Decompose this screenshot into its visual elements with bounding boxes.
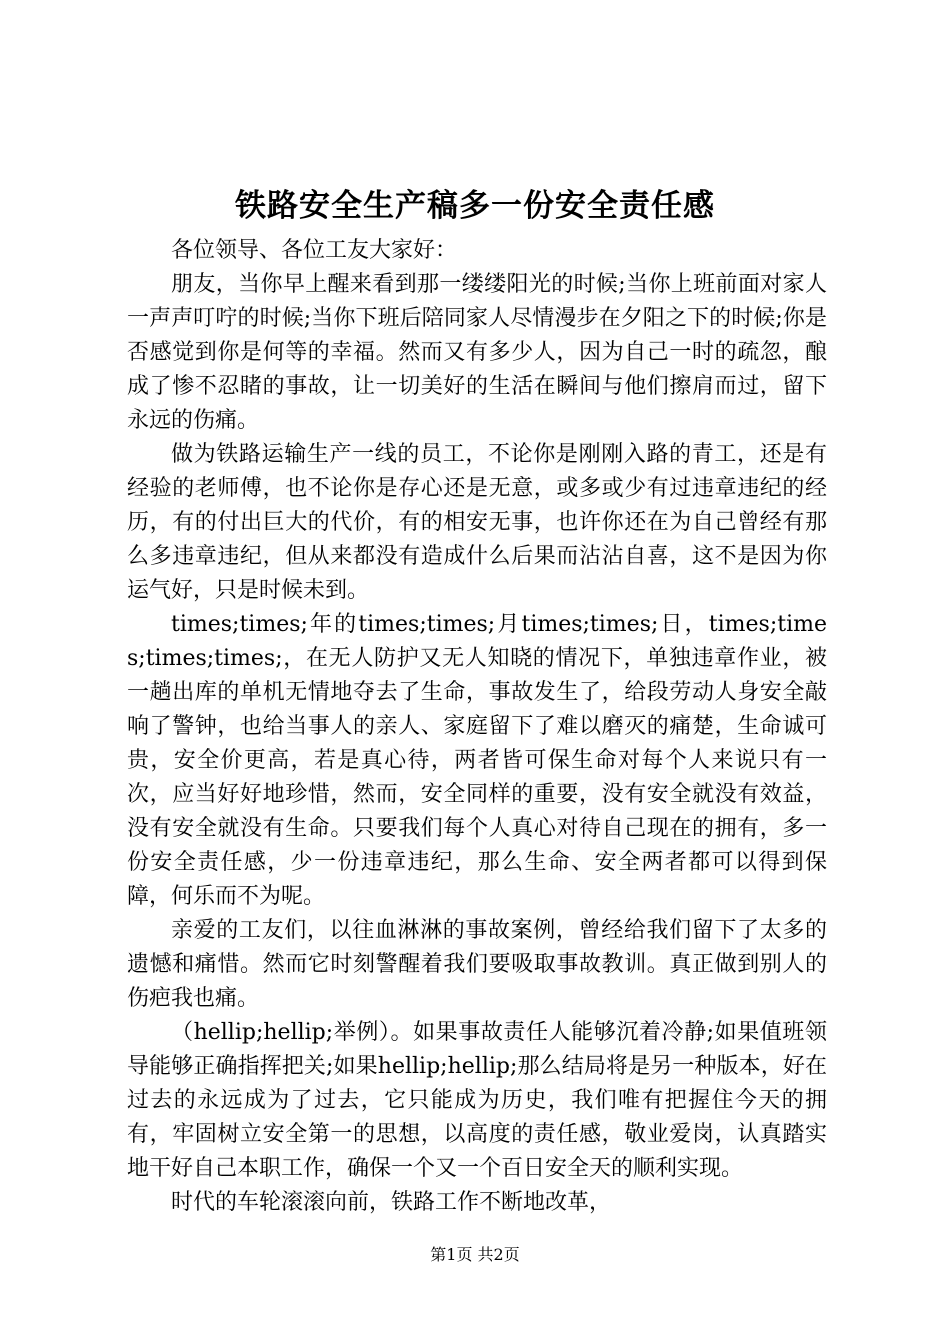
- paragraph-4: 亲爱的工友们，以往血淋淋的事故案例，曾经给我们留下了太多的遗憾和痛惜。然而它时刻警醒着我们要吸取事故教训。真正做到别人的伤疤我也痛。: [127, 918, 827, 1011]
- paragraph-2: 做为铁路运输生产一线的员工，不论你是刚刚入路的青工，还是有经验的老师傅，也不论你是存心还是无意，或多或少有过违章违纪的经历，有的付出巨大的代价，有的相安无事，也许你还在为自己曾经有那么多违章违纪，但从来都没有造成什么后果而沾沾自喜，这不是因为你运气好，只是时候未到。: [127, 442, 827, 603]
- paragraph-greeting: 各位领导、各位工友大家好：: [171, 238, 458, 263]
- document-body: [127, 234, 827, 1220]
- document-title: 铁路安全生产稿多一份安全责任感: [235, 188, 715, 224]
- paragraph-3: times;times;年的times;times;月times;times;日，times;times;times;times;，在无人防护又无人知晓的情况下，单独违章作业，被一趟出库的单机无情地夺去了生命，事故发生了，给段劳动人身安全敲响了警钟，也给当事人的亲人、家庭留下了难以磨灭的痛楚，生命诚可贵，安全价更高，若是真心待，两者皆可保生命对每个人来说只有一次，应当好好地珍惜，然而，安全同样的重要，没有安全就没有效益，没有安全就没有生命。只要我们每个人真心对待自己现在的拥有，多一份安全责任感，少一份违章违纪，那么生命、安全两者都可以得到保障，何乐而不为呢。: [127, 612, 827, 909]
- paragraph-6: 时代的车轮滚滚向前，铁路工作不断地改革，: [171, 1190, 612, 1215]
- paragraph-1: 朋友，当你早上醒来看到那一缕缕阳光的时候;当你上班前面对家人一声声叮咛的时候;当你下班后陪同家人尽情漫步在夕阳之下的时候;你是否感觉到你是何等的幸福。然而又有多少人，因为自己一时的疏忽，酿成了惨不忍睹的事故，让一切美好的生活在瞬间与他们擦肩而过，留下永远的伤痛。: [127, 272, 827, 433]
- paragraph-5: （hellip;hellip;举例）。如果事故责任人能够沉着冷静;如果值班领导能够正确指挥把关;如果hellip;hellip;那么结局将是另一种版本，好在过去的永远成为了过去，它只能成为历史，我们唯有把握住今天的拥有，牢固树立安全第一的思想，以高度的责任感，敬业爱岗，认真踏实地干好自己本职工作，确保一个又一个百日安全天的顺利实现。: [127, 1020, 827, 1181]
- page-number-footer: 第1页 共2页: [430, 1245, 520, 1264]
